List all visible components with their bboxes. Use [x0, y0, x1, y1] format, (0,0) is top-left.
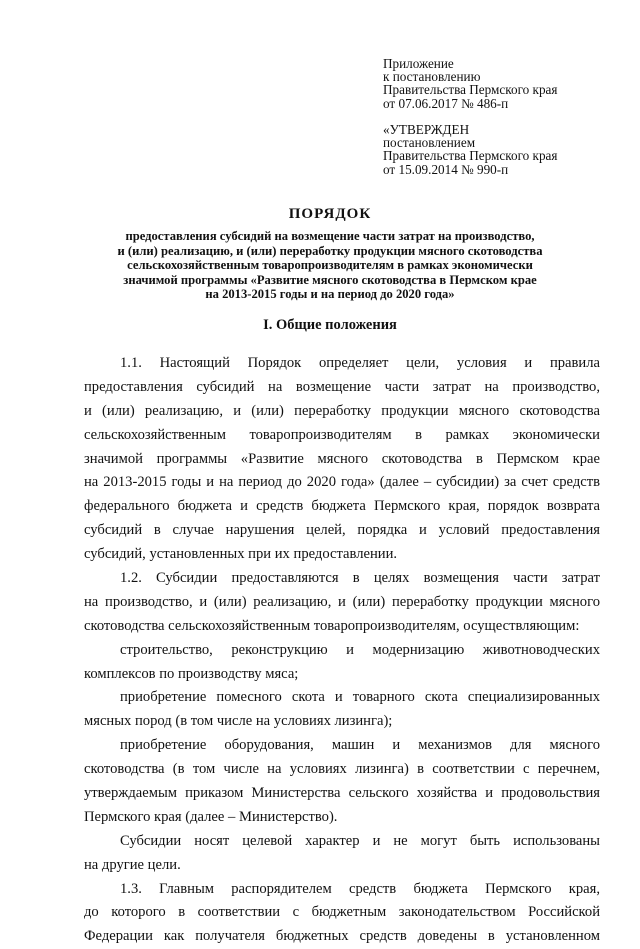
paragraph-line: приобретение помесного скота и товарного скота специализированных [120, 689, 600, 706]
approval-line: постановлением [383, 135, 476, 151]
paragraph-line: скотоводства сельскохозяйственным товаропроизводителям, осуществляющим: [84, 617, 580, 634]
approval-stamp [383, 123, 557, 176]
subtitle-line: предоставления субсидий на возмещение части затрат на производство, [125, 229, 535, 243]
appendix-line: Приложение [383, 56, 454, 71]
paragraph-line: 1.2. Субсидии предоставляются в целях возмещения части затрат [120, 570, 600, 587]
paragraph-line: предоставления субсидий на возмещение части затрат на производство, [84, 378, 600, 395]
paragraph-line: сельскохозяйственным товаропроизводителям в рамках экономически [84, 426, 600, 443]
paragraph-line: Федерации как получателя бюджетных средств доведены в установленном [84, 928, 600, 945]
paragraph-line: до которого в соответствии с бюджетным законодательством Российской [84, 904, 600, 921]
paragraph-line: Пермского края (далее – Министерство). [84, 808, 338, 825]
paragraph-line: субсидий в случае нарушения целей, порядка и условий предоставления [84, 522, 600, 539]
paragraph-line: 1.3. Главным распорядителем средств бюджета Пермского края, [120, 880, 600, 897]
appendix-line: к постановлению [383, 69, 481, 85]
approval-line: от 15.09.2014 № 990-п [383, 161, 509, 177]
subtitle-line: сельскохозяйственным товаропроизводителям в рамках экономически [127, 258, 533, 272]
paragraph-line: на 2013-2015 годы и на период до 2020 года» (далее – субсидии) за счет средств [84, 474, 600, 491]
document-title: ПОРЯДОК [288, 206, 372, 222]
paragraph-line: скотоводства (в том числе на условиях лизинга) в соответствии с перечнем, [84, 761, 600, 778]
document-title-block [60, 206, 600, 302]
subtitle-line: и (или) реализацию, и (или) переработку продукции мясного скотоводства [117, 243, 543, 258]
paragraph-line: субсидий, установленных при их предоставлении. [84, 546, 398, 563]
paragraph-line: на производство, и (или) реализацию, и (или) переработку продукции мясного [84, 593, 600, 610]
paragraph-line: Субсидии носят целевой характер и не могут быть использованы [120, 832, 600, 849]
subtitle-line: значимой программы «Развитие мясного скотоводства в Пермском крае [123, 272, 537, 287]
paragraph-line: строительство, реконструкцию и модернизацию животноводческих [120, 641, 600, 658]
section-heading: I. Общие положения [263, 317, 397, 333]
paragraph-line: 1.1. Настоящий Порядок определяет цели, условия и правила [120, 355, 600, 371]
document-body [84, 352, 600, 949]
paragraph-line: утверждаемым приказом Министерства сельского хозяйства и продовольствия [84, 785, 600, 802]
appendix-line: от 07.06.2017 № 486-п [383, 95, 509, 111]
appendix-line: Правительства Пермского края [383, 82, 558, 98]
paragraph-line: на другие цели. [84, 856, 181, 873]
approval-line: «УТВЕРЖДЕН [383, 122, 470, 137]
paragraph-line: федерального бюджета и средств бюджета Пермского края, порядок возврата [84, 498, 600, 515]
appendix-reference [383, 57, 557, 110]
paragraph-line: мясных пород (в том числе на условиях лизинга); [84, 713, 393, 730]
approval-line: Правительства Пермского края [383, 148, 558, 164]
paragraph-line: комплексов по производству мяса; [84, 665, 299, 682]
paragraph-line: приобретение оборудования, машин и механизмов для мясного [120, 737, 600, 754]
subtitle-line: на 2013-2015 годы и на период до 2020 года» [205, 287, 455, 301]
document-subtitle [60, 229, 600, 302]
paragraph-line: значимой программы «Развитие мясного скотоводства в Пермском крае [84, 450, 600, 467]
paragraph-line: и (или) реализацию, и (или) переработку продукции мясного скотоводства [84, 402, 600, 419]
